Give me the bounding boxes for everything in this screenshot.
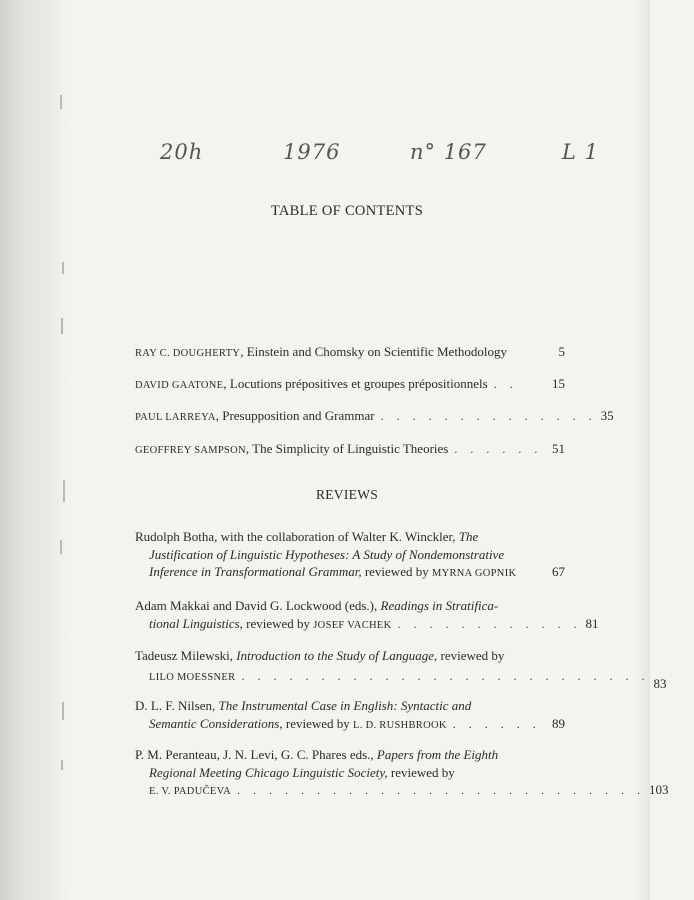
review-book-title: The [458,529,479,544]
leader-dots: . . [493,377,518,391]
review-book-title: Papers from the Eighth [376,747,499,762]
book-binding-shadow [0,0,70,900]
page-edge [636,0,650,900]
reviewed-by-label: reviewed by [282,715,353,731]
reviewed-by-label: reviewed by [387,764,455,780]
toc-entry: GEOFFREY SAMPSON, The Simplicity of Linguistic Theories . . . . . . 51 [135,441,565,456]
entry-page-number: 89 [552,715,565,731]
handwritten-issue-number: n° 167 [410,140,487,164]
entry-title: Presupposition and Grammar [222,408,375,423]
handwritten-year: 1976 [283,140,341,164]
reviewed-by-label: reviewed by [437,648,505,663]
review-entry [135,528,565,583]
review-citation: D. L. F. Nilsen, [135,698,219,713]
review-book-title: Justification of Linguistic Hypotheses: A Study of Nondemonstrative [149,546,505,562]
reviewer-name: MYRNA GOPNIK [431,568,517,579]
entry-page-number: 83 [653,675,667,691]
binding-mark [60,95,62,109]
review-book-title: The Instrumental Case in English: Syntactic and [218,698,472,713]
entry-page-number: 35 [600,408,614,423]
entry-author: DAVID GAATONE [135,380,224,391]
review-entry [135,647,667,691]
review-citation: Tadeusz Milewski, [135,648,237,663]
toc-entry: RAY C. DOUGHERTY, Einstein and Chomsky on Scientific Methodology 5 [135,344,565,359]
page-title: TABLE OF CONTENTS [270,203,424,219]
leader-dots: . . . . . . . . . . . . . . [380,409,597,423]
reviewed-by-label: reviewed by [361,564,432,579]
toc-entry: PAUL LARREYA, Presupposition and Grammar . . . . . . . . . . . . . . 35 [135,408,614,423]
review-entry [135,746,669,801]
reviewer-name: JOSEF VACHEK [313,619,392,631]
review-book-title: Readings in Stratifica- [380,598,499,613]
leader-dots: . . . . . . [454,442,543,456]
entry-page-number: 103 [649,782,669,797]
reviewer-name: L. D. RUSHBROOK [353,719,447,731]
entry-page-number: 15 [552,376,565,391]
entry-author: GEOFFREY SAMPSON [135,445,246,456]
entry-page-number: 67 [552,564,565,579]
review-citation: P. M. Peranteau, J. N. Levi, G. C. Phares eds., [135,747,377,762]
entry-title: The Simplicity of Linguistic Theories [252,441,449,456]
toc-entry: DAVID GAATONE, Locutions prépositives et groupes prépositionnels . . 15 [135,376,565,391]
leader-dots: . . . . . . . . . . . . . . . . . . . . . . . . . . [241,668,650,683]
leader-dots: . . . . . . [452,716,541,731]
review-citation: Rudolph Botha, with the collaboration of Walter K. Winckler, [135,529,459,544]
handwritten-shelf-mark: L 1 [562,140,599,164]
binding-mark [62,262,64,274]
leader-dots: . . . . . . . . . . . . . . . . . . . . . . . . . . [237,783,646,797]
handwritten-note: 20h [160,140,204,164]
reviewed-by-label: reviewed by [242,615,314,631]
review-entry [135,697,565,734]
binding-mark [61,760,63,770]
entry-author: PAUL LARREYA [135,412,216,423]
review-citation: Adam Makkai and David G. Lockwood (eds.), [135,598,381,613]
entry-page-number: 51 [552,441,565,456]
reviewer-name: LILO MOESSNER [149,671,236,683]
binding-mark [61,318,63,334]
section-heading-reviews: REVIEWS [315,487,379,502]
entry-page-number: 5 [558,344,565,359]
binding-mark [62,702,64,720]
entry-title: Locutions prépositives et groupes prépositionnels [229,376,488,391]
review-book-title: Regional Meeting Chicago Linguistic Society, [149,764,388,780]
binding-mark [60,540,62,554]
review-book-title: Inference in Transformational Grammar, [149,564,362,579]
review-book-title: tional Linguistics, [149,615,243,631]
review-entry [135,597,599,634]
entry-title: Einstein and Chomsky on Scientific Methodology [246,344,508,359]
review-book-title: Introduction to the Study of Language, [236,648,438,663]
review-book-title: Semantic Considerations, [149,715,283,731]
entry-page-number: 81 [585,615,599,631]
entry-author: RAY C. DOUGHERTY [135,348,241,359]
leader-dots: . . . . . . . . . . . . [397,616,582,631]
reviewer-name: E. V. PADUČEVA [149,786,232,797]
